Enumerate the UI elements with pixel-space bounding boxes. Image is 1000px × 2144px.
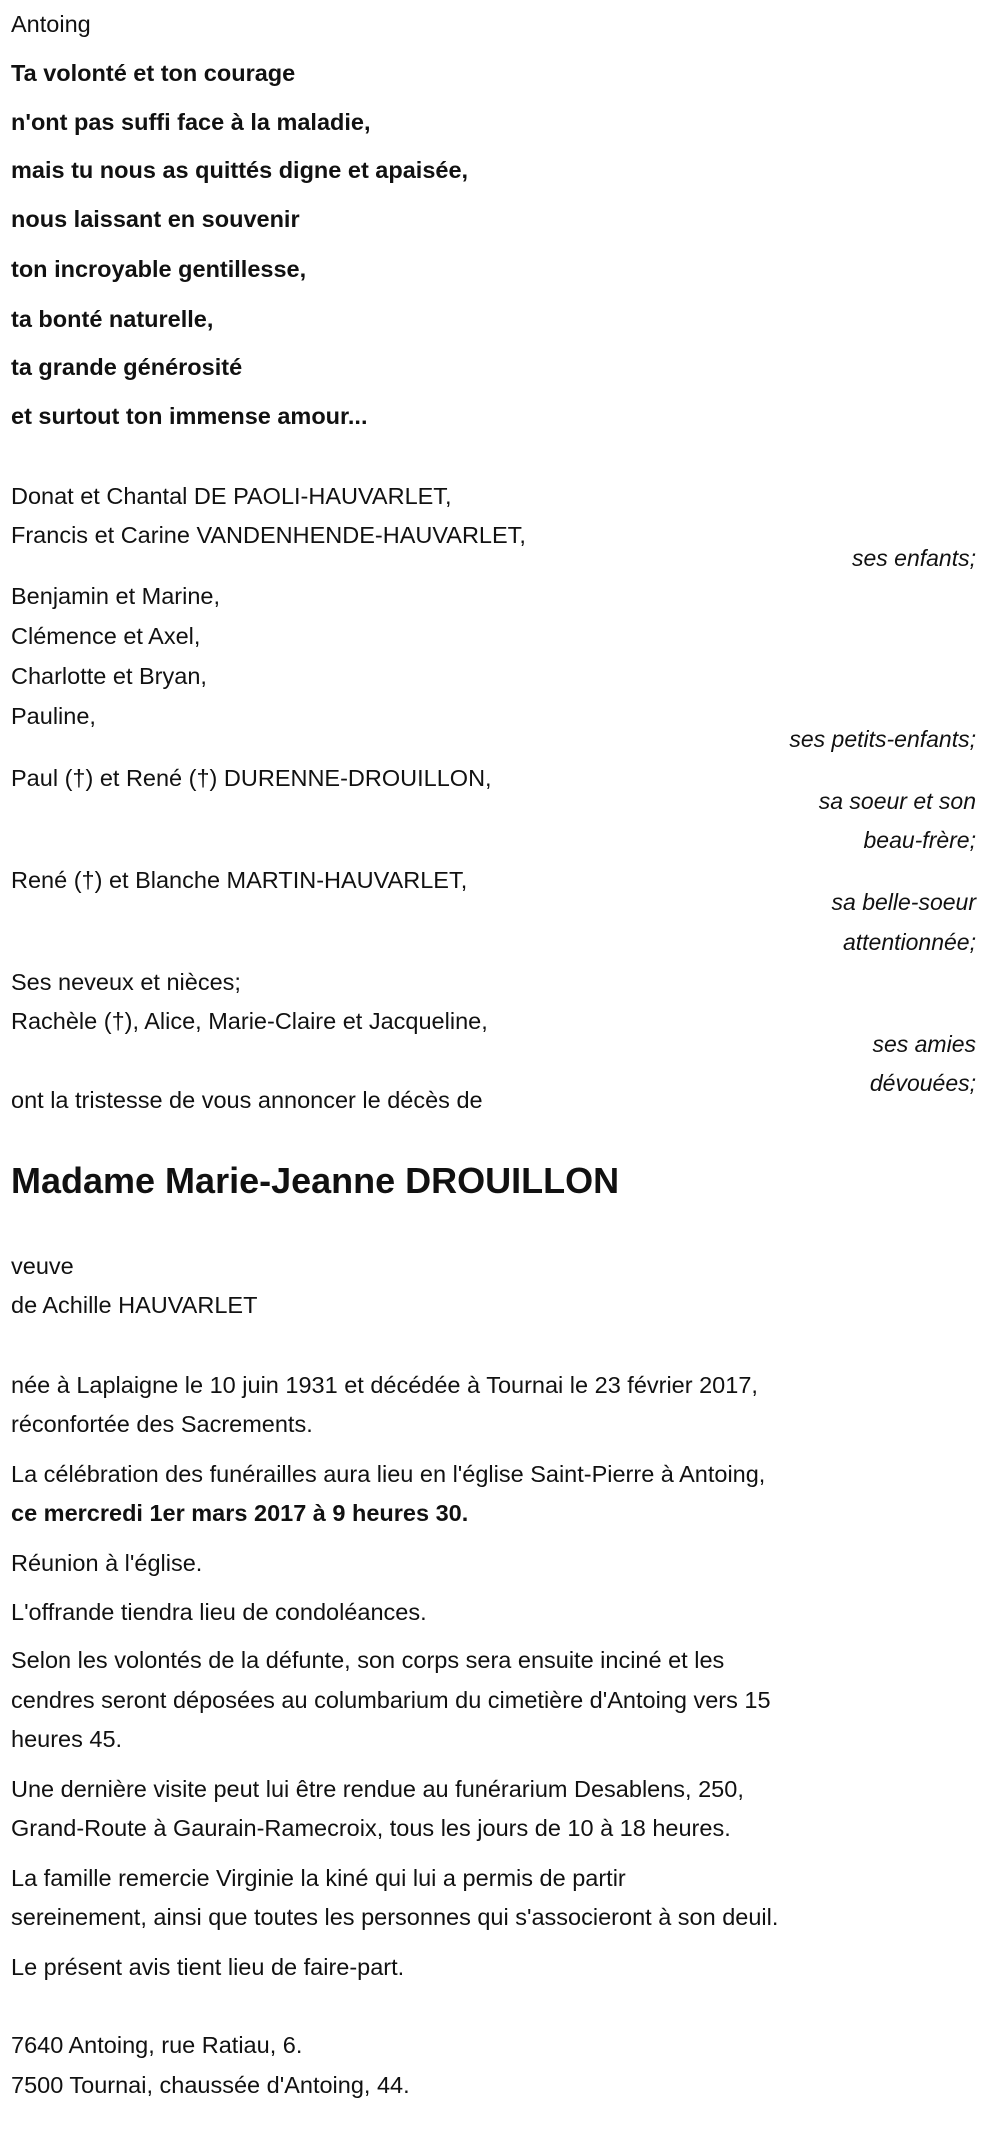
address-line: 7500 Tournai, chaussée d'Antoing, 44.	[11, 2072, 410, 2098]
grandchildren-label: ses petits-enfants;	[789, 726, 976, 752]
friends-label: ses amies	[872, 1031, 976, 1057]
offering-line: L'offrande tiendra lieu de condoléances.	[11, 1599, 427, 1625]
sister-label: beau-frère;	[863, 827, 976, 853]
poem-line: n'ont pas suffi face à la maladie,	[11, 109, 371, 135]
funeral-line: La célébration des funérailles aura lieu en l'église Saint-Pierre à Antoing,	[11, 1461, 766, 1487]
widow-line: de Achille HAUVARLET	[11, 1292, 258, 1318]
birth-line: réconfortée des Sacrements.	[11, 1411, 313, 1437]
address-line: 7640 Antoing, rue Ratiau, 6.	[11, 2032, 303, 2058]
children-label: ses enfants;	[851, 545, 976, 571]
birth-line: née à Laplaigne le 10 juin 1931 et décédée à Tournai le 23 février 2017,	[11, 1372, 758, 1398]
notice-line: Le présent avis tient lieu de faire-part.	[11, 1954, 405, 1980]
nephews-line: Ses neveux et nièces;	[11, 969, 241, 995]
grandchildren-line: Clémence et Axel,	[11, 623, 201, 649]
poem-line: ton incroyable gentillesse,	[11, 256, 307, 282]
visit-line: Grand-Route à Gaurain-Ramecroix, tous les jours de 10 à 18 heures.	[11, 1815, 731, 1841]
grandchildren-line: Benjamin et Marine,	[11, 583, 220, 609]
funeral-date: ce mercredi 1er mars 2017 à 9 heures 30.	[11, 1500, 469, 1526]
deceased-name: Madame Marie-Jeanne DROUILLON	[11, 1160, 620, 1201]
poem-line: ta bonté naturelle,	[11, 306, 214, 332]
visit-line: Une dernière visite peut lui être rendue au funérarium Desablens, 250,	[11, 1776, 744, 1802]
poem-line: nous laissant en souvenir	[11, 206, 300, 232]
poem-line: et surtout ton immense amour...	[11, 403, 368, 429]
children-line: Francis et Carine VANDENHENDE-HAUVARLET,	[11, 522, 526, 548]
thanks-line: La famille remercie Virginie la kiné qui lui a permis de partir	[11, 1865, 626, 1891]
friends-label: dévouées;	[869, 1070, 976, 1096]
thanks-line: sereinement, ainsi que toutes les personnes qui s'associeront à son deuil.	[11, 1904, 779, 1930]
poem-line: mais tu nous as quittés digne et apaisée,	[11, 157, 469, 183]
widow-line: veuve	[11, 1253, 74, 1279]
meeting-line: Réunion à l'église.	[11, 1550, 203, 1576]
poem-line: ta grande générosité	[11, 354, 243, 380]
sister-label: sa soeur et son	[818, 788, 976, 814]
children-line: Donat et Chantal DE PAOLI-HAUVARLET,	[11, 483, 452, 509]
sister-in-law-label: sa belle-soeur	[831, 889, 976, 915]
cremation-line: heures 45.	[11, 1726, 123, 1752]
sister-line: Paul (†) et René (†) DURENNE-DROUILLON,	[11, 765, 492, 791]
announce-line: ont la tristesse de vous annoncer le décès de	[11, 1087, 483, 1113]
poem-line: Ta volonté et ton courage	[11, 60, 296, 86]
friends-line: Rachèle (†), Alice, Marie-Claire et Jacqueline,	[11, 1008, 488, 1034]
cremation-line: cendres seront déposées au columbarium du cimetière d'Antoing vers 15	[11, 1687, 771, 1713]
sister-in-law-line: René (†) et Blanche MARTIN-HAUVARLET,	[11, 867, 468, 893]
grandchildren-line: Pauline,	[11, 703, 96, 729]
cremation-line: Selon les volontés de la défunte, son corps sera ensuite inciné et les	[11, 1647, 725, 1673]
place-text: Antoing	[11, 11, 91, 37]
grandchildren-line: Charlotte et Bryan,	[11, 663, 207, 689]
sister-in-law-label: attentionnée;	[842, 929, 976, 955]
